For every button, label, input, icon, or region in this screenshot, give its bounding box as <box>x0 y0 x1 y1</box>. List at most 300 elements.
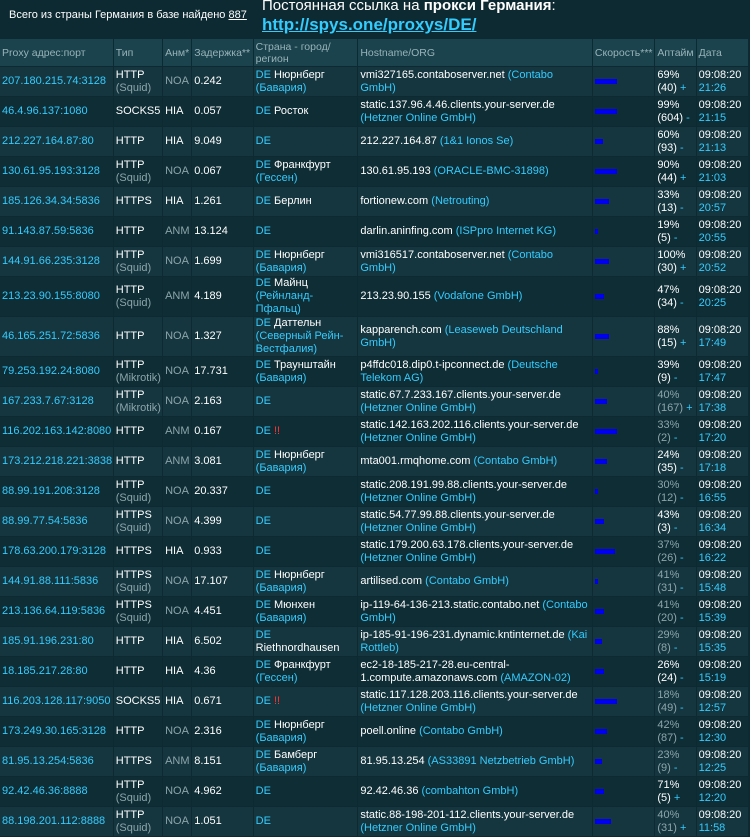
speed-cell <box>593 717 654 746</box>
region-name: (Бавария) <box>255 261 307 274</box>
speed-bar <box>595 139 603 144</box>
table-row <box>0 447 748 476</box>
org-name: (Contabo GmbH) <box>360 598 588 624</box>
country-cell <box>254 657 358 686</box>
country-code: DE <box>255 785 271 797</box>
region-name: (Бавария) <box>255 731 307 744</box>
date-cell: 09:08:20 21:26 <box>697 67 748 96</box>
col-speed[interactable]: Скорость*** <box>593 39 654 66</box>
city-name: Бамберг <box>274 748 318 761</box>
speed-bar <box>595 429 617 434</box>
anonymity-cell: NOA <box>163 717 191 746</box>
speed-cell <box>593 97 654 126</box>
anonymity-cell: ANM <box>163 217 191 246</box>
country-cell <box>254 537 358 566</box>
region-name: (Северный Рейн-Вестфалия) <box>255 330 344 355</box>
speed-bar <box>595 669 604 674</box>
org-name: (1&1 Ionos Se) <box>439 135 514 147</box>
col-anonymity[interactable]: Анм* <box>163 39 191 66</box>
col-type[interactable]: Тип <box>114 39 162 66</box>
date-cell: 09:08:20 11:58 <box>697 807 748 836</box>
hostname-cell: 130.61.95.193 (ORACLE-BMC-31898) <box>358 157 592 186</box>
org-name: (Leaseweb Deutschland GmbH) <box>360 323 563 349</box>
proxy-cell <box>0 747 113 776</box>
date-cell: 09:08:20 17:38 <box>697 387 748 416</box>
region-name: (Рейнланд-Пфальц) <box>255 290 314 315</box>
uptime-trend: - <box>679 551 684 564</box>
proxy-address-link[interactable]: 207.180.215.74:3128 <box>2 75 106 87</box>
uptime-trend: + <box>679 821 687 834</box>
country-cell <box>254 447 358 476</box>
proxy-address-link[interactable]: 167.233.7.67:3128 <box>2 395 94 407</box>
hostname-cell: 92.42.46.36 (combahton GmbH) <box>358 777 592 806</box>
proxy-address-link[interactable]: 88.198.201.112:8888 <box>2 815 106 827</box>
type-software: (Squid) <box>115 791 152 804</box>
date-cell: 09:08:20 15:39 <box>697 597 748 626</box>
speed-cell <box>593 687 654 716</box>
table-row <box>0 777 748 806</box>
hostname-cell: static.117.128.203.116.clients.your-server.de (Hetzner Online GmbH) <box>358 687 592 716</box>
latency-cell: 1.051 <box>192 807 252 836</box>
anonymity-cell: NOA <box>163 357 191 386</box>
country-cell <box>254 627 358 656</box>
org-name: (Deutsche Telekom AG) <box>360 358 558 384</box>
latency-cell: 2.316 <box>192 717 252 746</box>
country-code: DE <box>255 545 271 557</box>
proxy-cell <box>0 717 113 746</box>
country-cell <box>254 277 358 316</box>
proxy-address-link[interactable]: 46.4.96.137:1080 <box>2 105 88 117</box>
table-row <box>0 597 748 626</box>
org-name: (Hetzner Online GmbH) <box>360 111 476 124</box>
country-code: DE <box>255 105 271 117</box>
table-row <box>0 657 748 686</box>
speed-bar <box>595 549 615 554</box>
uptime-cell: 23% (9) - <box>655 747 695 776</box>
proxy-address-link[interactable]: 116.202.163.142:8080 <box>2 425 112 437</box>
latency-cell: 13.124 <box>192 217 252 246</box>
org-name: (Kai Rottleb) <box>360 628 588 654</box>
speed-cell <box>593 127 654 156</box>
latency-cell: 4.451 <box>192 597 252 626</box>
country-cell <box>254 247 358 276</box>
speed-cell <box>593 597 654 626</box>
type-cell: HTTP <box>114 417 162 446</box>
org-name: (Netrouting) <box>431 195 490 207</box>
type-cell: HTTPS (Squid) <box>114 597 162 626</box>
proxy-address-link[interactable]: 213.136.64.119:5836 <box>2 605 106 617</box>
latency-cell: 0.671 <box>192 687 252 716</box>
type-cell: HTTPS <box>114 187 162 216</box>
uptime-trend: - <box>673 431 678 444</box>
found-count-text: Всего из страны Германия в базе найдено 887 <box>9 9 247 21</box>
region-name: (Бавария) <box>255 81 307 94</box>
uptime-cell: 100% (30) + <box>655 247 695 276</box>
speed-bar <box>595 609 604 614</box>
date-cell: 09:08:20 12:30 <box>697 717 748 746</box>
uptime-trend: + <box>673 791 681 804</box>
region-name: (Бавария) <box>255 611 307 624</box>
hostname-cell: static.67.7.233.167.clients.your-server.de (Hetzner Online GmbH) <box>358 387 592 416</box>
speed-cell <box>593 807 654 836</box>
anonymity-cell: ANM <box>163 417 191 446</box>
proxy-cell <box>0 157 113 186</box>
country-code: DE <box>255 395 271 407</box>
uptime-cell: 19% (5) - <box>655 217 695 246</box>
latency-cell: 0.933 <box>192 537 252 566</box>
country-code: DE <box>255 658 271 671</box>
type-cell: HTTP (Mikrotik) <box>114 357 162 386</box>
country-code: DE <box>255 225 271 237</box>
hostname-cell: ip-119-64-136-213.static.contabo.net (Contabo GmbH) <box>358 597 592 626</box>
org-name: (Contabo GmbH) <box>360 68 553 94</box>
type-cell: HTTP <box>114 657 162 686</box>
hostname-cell: 81.95.13.254 (AS33891 Netzbetrieb GmbH) <box>358 747 592 776</box>
date-cell: 09:08:20 16:22 <box>697 537 748 566</box>
uptime-cell: 71% (5) + <box>655 777 695 806</box>
table-row <box>0 387 748 416</box>
country-cell <box>254 357 358 386</box>
latency-cell: 0.242 <box>192 67 252 96</box>
type-cell: HTTPS (Squid) <box>114 567 162 596</box>
date-cell: 09:08:20 12:57 <box>697 687 748 716</box>
uptime-trend: - <box>679 581 684 594</box>
permanent-link-caption: Постоянная ссылка на прокси Германия: <box>262 0 556 14</box>
col-latency[interactable]: Задержка** <box>192 39 252 66</box>
country-code: DE <box>255 568 271 581</box>
latency-cell: 6.502 <box>192 627 252 656</box>
speed-cell <box>593 157 654 186</box>
speed-bar <box>595 399 607 404</box>
anonymity-cell: NOA <box>163 387 191 416</box>
proxy-address-link[interactable]: 81.95.13.254:5836 <box>2 755 94 767</box>
type-cell: HTTP <box>114 717 162 746</box>
country-code: DE <box>255 68 271 81</box>
country-cell <box>254 477 358 506</box>
table-row <box>0 277 748 316</box>
anonymity-cell: HIA <box>163 97 191 126</box>
speed-cell <box>593 777 654 806</box>
proxy-cell <box>0 97 113 126</box>
speed-bar <box>595 294 604 299</box>
speed-bar <box>595 639 602 644</box>
date-cell: 09:08:20 17:20 <box>697 417 748 446</box>
speed-cell <box>593 507 654 536</box>
type-cell: HTTPS (Squid) <box>114 507 162 536</box>
proxy-address-link[interactable]: 116.203.128.117:9050 <box>2 695 111 707</box>
uptime-trend: - <box>673 371 678 384</box>
proxy-cell <box>0 567 113 596</box>
hostname-cell: vmi327165.contaboserver.net (Contabo GmbH) <box>358 67 592 96</box>
latency-cell: 20.337 <box>192 477 252 506</box>
city-name: Riethnordhausen <box>255 641 340 654</box>
speed-cell <box>593 67 654 96</box>
city-name: Мюнхен <box>274 598 316 611</box>
proxy-address-link[interactable]: 212.227.164.87:80 <box>2 135 94 147</box>
table-body <box>0 67 748 836</box>
org-name: (Contabo GmbH) <box>419 725 503 737</box>
speed-cell <box>593 277 654 316</box>
uptime-cell: 69% (40) + <box>655 67 695 96</box>
proxy-address-link[interactable]: 173.249.30.165:3128 <box>2 725 106 737</box>
date-cell: 09:08:20 12:20 <box>697 777 748 806</box>
proxy-address-link[interactable]: 18.185.217.28:80 <box>2 665 88 677</box>
speed-bar <box>595 729 607 734</box>
table-row <box>0 537 748 566</box>
hostname-cell: static.142.163.202.116.clients.your-server.de (Hetzner Online GmbH) <box>358 417 592 446</box>
proxy-address-link[interactable]: 173.212.218.221:3838 <box>2 455 113 467</box>
city-name: Нюрнберг <box>274 448 325 461</box>
type-cell: HTTP (Squid) <box>114 807 162 836</box>
country-code: DE <box>255 815 271 827</box>
uptime-cell: 33% (2) - <box>655 417 695 446</box>
anonymity-cell: NOA <box>163 567 191 596</box>
date-cell: 09:08:20 20:55 <box>697 217 748 246</box>
type-cell: HTTP (Squid) <box>114 247 162 276</box>
col-date[interactable]: Дата <box>697 39 748 66</box>
date-cell: 09:08:20 12:25 <box>697 747 748 776</box>
type-cell: HTTP (Squid) <box>114 157 162 186</box>
org-name: (Contabo GmbH) <box>473 455 558 467</box>
proxy-address-link[interactable]: 213.23.90.155:8080 <box>2 290 100 302</box>
type-software: (Squid) <box>115 491 152 504</box>
proxy-table <box>0 38 749 837</box>
col-hostname[interactable]: Hostname/ORG <box>358 39 592 66</box>
org-name: (Contabo GmbH) <box>360 248 553 274</box>
uptime-trend: - <box>679 611 684 624</box>
country-cell <box>254 417 358 446</box>
city-name: Нюрнберг <box>274 248 325 261</box>
table-row <box>0 67 748 96</box>
date-cell: 09:08:20 20:25 <box>697 277 748 316</box>
type-cell: HTTP <box>114 217 162 246</box>
country-cell <box>254 717 358 746</box>
anonymity-cell: NOA <box>163 477 191 506</box>
uptime-cell: 40% (167) + <box>655 387 695 416</box>
table-row <box>0 97 748 126</box>
speed-cell <box>593 357 654 386</box>
anonymity-cell: NOA <box>163 807 191 836</box>
anonymity-cell: HIA <box>163 127 191 156</box>
table-row <box>0 717 748 746</box>
country-code: DE <box>255 718 271 731</box>
speed-bar <box>595 259 609 264</box>
latency-cell: 4.962 <box>192 777 252 806</box>
uptime-trend: - <box>679 201 684 214</box>
uptime-cell: 33% (13) - <box>655 187 695 216</box>
country-code: DE <box>255 248 271 261</box>
anonymity-cell: HIA <box>163 657 191 686</box>
hostname-cell: ip-185-91-196-231.dynamic.kntinternet.de (Kai Rottleb) <box>358 627 592 656</box>
proxy-address-link[interactable]: 185.91.196.231:80 <box>2 635 94 647</box>
city-name: Даттельн <box>274 317 322 329</box>
proxy-cell <box>0 507 113 536</box>
proxy-address-link[interactable]: 88.99.77.54:5836 <box>2 515 88 527</box>
latency-cell: 0.057 <box>192 97 252 126</box>
proxy-address-link[interactable]: 178.63.200.179:3128 <box>2 545 106 557</box>
type-cell: HTTPS <box>114 747 162 776</box>
col-country[interactable]: Страна - город/ регион <box>254 39 358 66</box>
anonymity-cell: ANM <box>163 277 191 316</box>
date-cell: 09:08:20 16:34 <box>697 507 748 536</box>
hostname-cell: 212.227.164.87 (1&1 Ionos Se) <box>358 127 592 156</box>
speed-bar <box>595 369 598 374</box>
region-name: (Гессен) <box>255 671 298 684</box>
proxy-cell <box>0 357 113 386</box>
type-software: (Squid) <box>115 581 152 594</box>
uptime-cell: 60% (93) - <box>655 127 695 156</box>
country-code: DE <box>255 628 271 641</box>
uptime-cell: 39% (9) - <box>655 357 695 386</box>
table-row <box>0 807 748 836</box>
speed-bar <box>595 199 609 204</box>
org-name: (ORACLE-BMC-31898) <box>433 165 549 177</box>
uptime-trend: + <box>679 261 687 274</box>
latency-cell: 4.189 <box>192 277 252 316</box>
anonymity-cell: NOA <box>163 67 191 96</box>
latency-cell: 3.081 <box>192 447 252 476</box>
table-row <box>0 217 748 246</box>
found-count-link[interactable]: 887 <box>228 9 247 21</box>
proxy-address-link[interactable]: 46.165.251.72:5836 <box>2 330 100 342</box>
speed-cell <box>593 247 654 276</box>
latency-cell: 4.36 <box>192 657 252 686</box>
date-cell: 09:08:20 20:52 <box>697 247 748 276</box>
type-cell: SOCKS5 <box>114 687 162 716</box>
org-name: (AS33891 Netzbetrieb GmbH) <box>427 755 575 767</box>
uptime-trend: - <box>673 521 678 534</box>
country-code: DE <box>255 277 271 289</box>
hostname-cell: 213.23.90.155 (Vodafone GmbH) <box>358 277 592 316</box>
org-name: (ISPpro Internet KG) <box>455 225 557 237</box>
country-cell <box>254 157 358 186</box>
proxy-cell <box>0 217 113 246</box>
uptime-cell: 24% (35) - <box>655 447 695 476</box>
type-cell: HTTP (Mikrotik) <box>114 387 162 416</box>
permanent-link[interactable]: http://spys.one/proxys/DE/ <box>262 15 477 34</box>
hostname-cell: darlin.aninfing.com (ISPpro Internet KG) <box>358 217 592 246</box>
speed-cell <box>593 417 654 446</box>
anonymity-cell: ANM <box>163 747 191 776</box>
table-row <box>0 357 748 386</box>
proxy-address-link[interactable]: 88.99.191.208:3128 <box>2 485 100 497</box>
proxy-address-link[interactable]: 144.91.66.235:3128 <box>2 255 100 267</box>
proxy-address-link[interactable]: 91.143.87.59:5836 <box>2 225 94 237</box>
hostname-cell: static.137.96.4.46.clients.your-server.de (Hetzner Online GmbH) <box>358 97 592 126</box>
proxy-cell <box>0 627 113 656</box>
country-cell <box>254 777 358 806</box>
col-uptime[interactable]: Аптайм <box>655 39 695 66</box>
speed-bar <box>595 334 609 339</box>
warning-icon: !! <box>274 695 281 707</box>
region-name: (Бавария) <box>255 461 307 474</box>
date-cell: 09:08:20 20:57 <box>697 187 748 216</box>
proxy-cell <box>0 597 113 626</box>
proxy-address-link[interactable]: 185.126.34.34:5836 <box>2 195 100 207</box>
proxy-cell <box>0 477 113 506</box>
table-row <box>0 417 748 446</box>
warning-icon: !! <box>274 425 281 437</box>
page-header <box>0 0 750 38</box>
uptime-cell: 41% (31) - <box>655 567 695 596</box>
table-row <box>0 157 748 186</box>
anonymity-cell: HIA <box>163 187 191 216</box>
speed-cell <box>593 477 654 506</box>
table-row <box>0 507 748 536</box>
proxy-address-link[interactable]: 130.61.95.193:3128 <box>2 165 100 177</box>
uptime-trend: + <box>679 171 687 184</box>
type-software: (Mikrotik) <box>115 401 161 414</box>
city-name: Майнц <box>274 277 308 289</box>
uptime-cell: 99% (604) - <box>655 97 695 126</box>
date-cell: 09:08:20 17:49 <box>697 317 748 356</box>
type-software: (Squid) <box>115 261 152 274</box>
uptime-cell: 40% (31) + <box>655 807 695 836</box>
hostname-cell: p4ffdc018.dip0.t-ipconnect.de (Deutsche Telekom AG) <box>358 357 592 386</box>
uptime-trend: - <box>679 701 684 714</box>
org-name: (Hetzner Online GmbH) <box>360 491 476 504</box>
speed-bar <box>595 109 617 114</box>
country-cell <box>254 507 358 536</box>
anonymity-cell: HIA <box>163 687 191 716</box>
hostname-cell: vmi316517.contaboserver.net (Contabo GmbH) <box>358 247 592 276</box>
proxy-cell <box>0 127 113 156</box>
hostname-cell: static.88-198-201-112.clients.your-server.de (Hetzner Online GmbH) <box>358 807 592 836</box>
speed-bar <box>595 489 598 494</box>
hostname-cell: static.54.77.99.88.clients.your-server.de (Hetzner Online GmbH) <box>358 507 592 536</box>
table-row <box>0 627 748 656</box>
date-cell: 09:08:20 21:03 <box>697 157 748 186</box>
country-cell <box>254 747 358 776</box>
proxy-cell <box>0 387 113 416</box>
speed-cell <box>593 387 654 416</box>
latency-cell: 0.167 <box>192 417 252 446</box>
uptime-trend: + <box>679 336 687 349</box>
uptime-trend: - <box>673 761 678 774</box>
country-code: DE <box>255 195 271 207</box>
proxy-cell <box>0 657 113 686</box>
proxy-cell <box>0 277 113 316</box>
proxy-address-link[interactable]: 92.42.46.36:8888 <box>2 785 88 797</box>
region-name: (Бавария) <box>255 761 307 774</box>
proxy-cell <box>0 67 113 96</box>
speed-cell <box>593 447 654 476</box>
table-row <box>0 187 748 216</box>
anonymity-cell: HIA <box>163 537 191 566</box>
city-name: Нюрнберг <box>274 68 325 81</box>
proxy-address-link[interactable]: 79.253.192.24:8080 <box>2 365 100 377</box>
anonymity-cell: HIA <box>163 627 191 656</box>
col-proxy[interactable]: Proxy адрес:порт <box>0 39 113 66</box>
speed-cell <box>593 317 654 356</box>
country-cell <box>254 597 358 626</box>
uptime-cell: 88% (15) + <box>655 317 695 356</box>
speed-bar <box>595 699 617 704</box>
uptime-trend: - <box>679 461 684 474</box>
region-name: (Бавария) <box>255 581 307 594</box>
country-cell <box>254 807 358 836</box>
type-cell: HTTP <box>114 627 162 656</box>
proxy-address-link[interactable]: 144.91.88.111:5836 <box>2 575 99 587</box>
proxy-cell <box>0 447 113 476</box>
speed-cell <box>593 567 654 596</box>
country-cell <box>254 127 358 156</box>
hostname-cell: artilised.com (Contabo GmbH) <box>358 567 592 596</box>
proxy-cell <box>0 807 113 836</box>
latency-cell: 1.261 <box>192 187 252 216</box>
country-cell <box>254 217 358 246</box>
table-row <box>0 247 748 276</box>
